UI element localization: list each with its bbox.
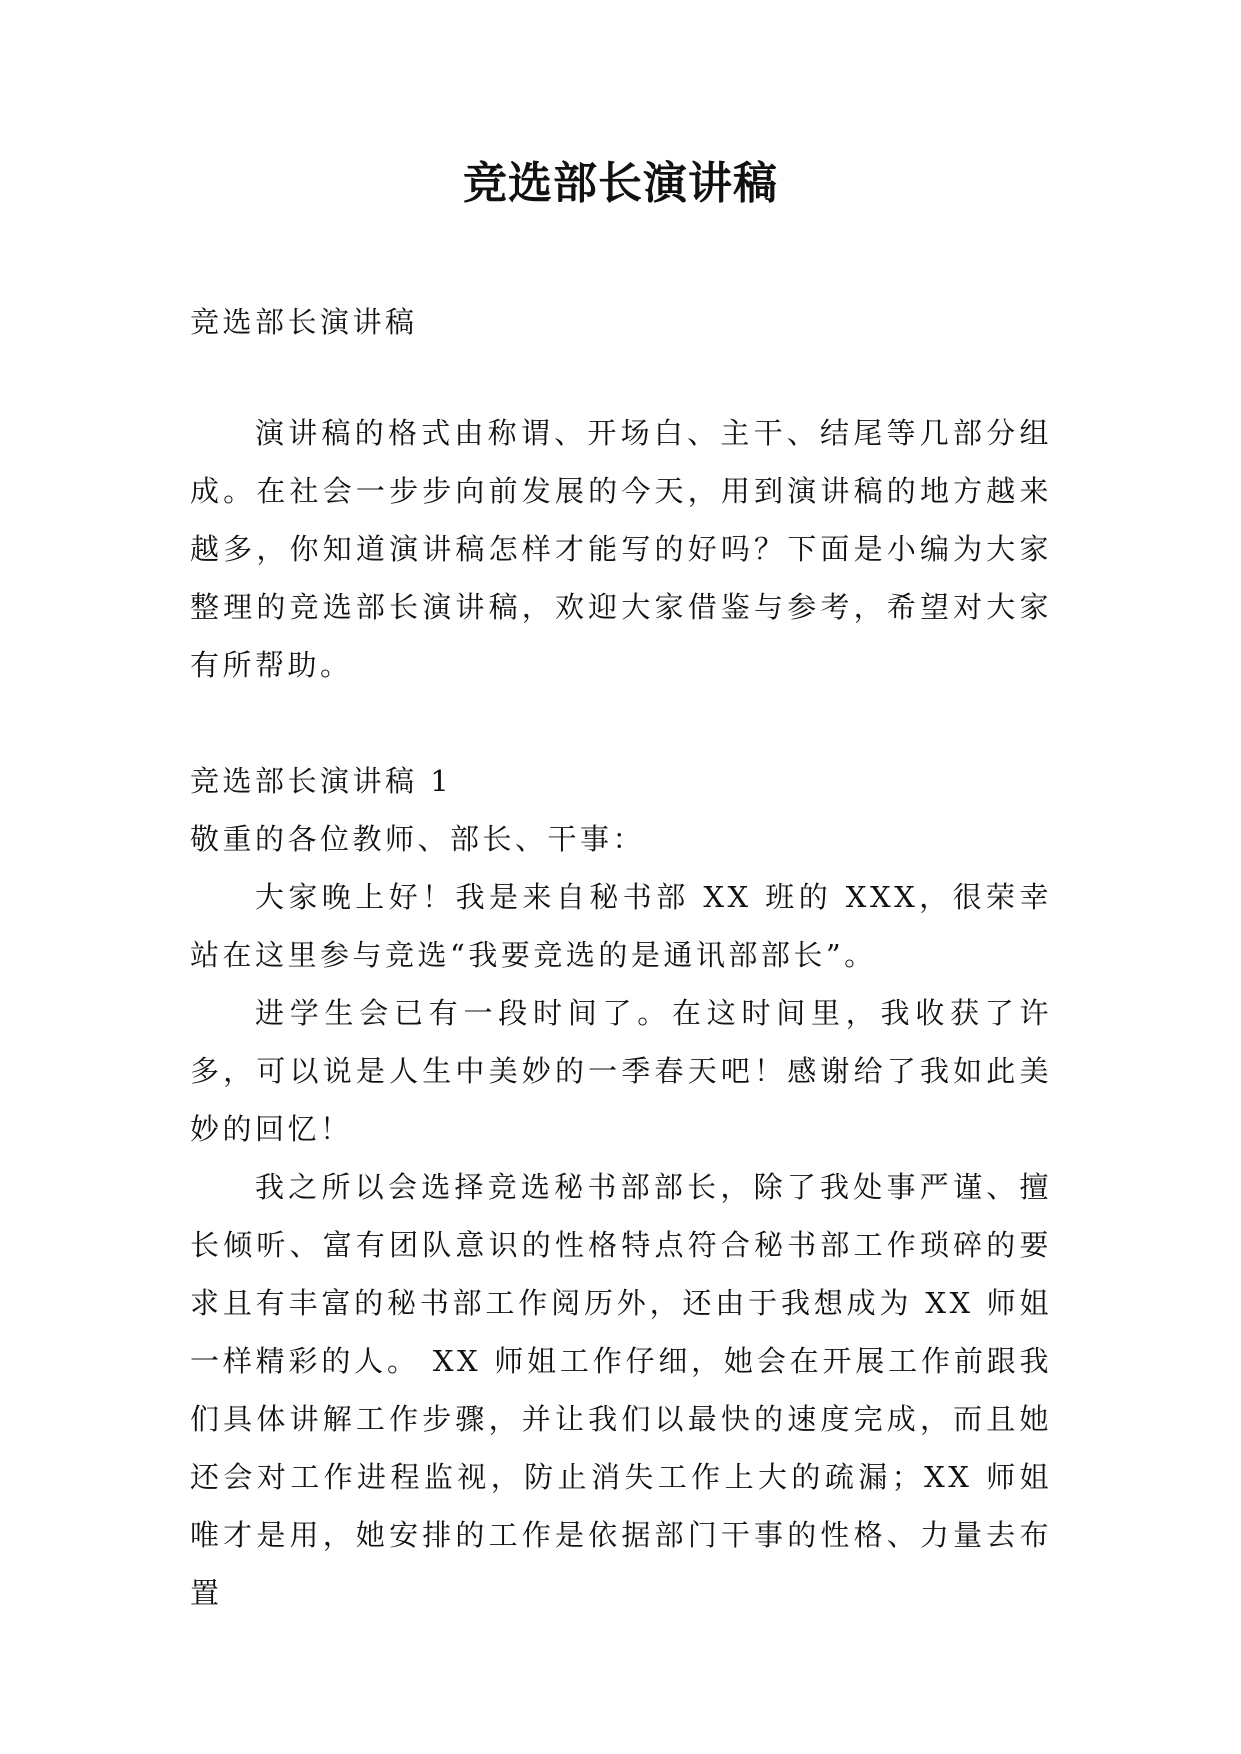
- document-title: 竞选部长演讲稿: [463, 158, 778, 209]
- body-paragraph: 我之所以会选择竞选秘书部部长，除了我处事严谨、擅长倾听、富有团队意识的性格特点符合秘书部工作琐碎的要求且有丰富的秘书部工作阅历外，还由于我想成为 XX 师姐一样精彩的人。 XX 师姐工作仔细，她会在开展工作前跟我们具体讲解工作步骤，并让我们以最快的速度完成，而且她还会对工作进程监视，防止消失工作上大的疏漏；XX 师姐唯才是用，她安排的工作是依据部门干事的性格、力量去布置: [190, 1170, 1052, 1610]
- salutation: 敬重的各位教师、部长、干事：: [190, 822, 646, 856]
- speech-section: [190, 752, 1052, 1622]
- body-paragraph: 大家晚上好！我是来自秘书部 XX 班的 XXX，很荣幸站在这里参与竞选“我要竞选的是通讯部部长”。: [190, 880, 1052, 972]
- intro-paragraph: 演讲稿的格式由称谓、开场白、主干、结尾等几部分组成。在社会一步步向前发展的今天，用到演讲稿的地方越来越多，你知道演讲稿怎样才能写的好吗？下面是小编为大家整理的竞选部长演讲稿，欢迎大家借鉴与参考，希望对大家有所帮助。: [190, 416, 1052, 682]
- document-subtitle: 竞选部长演讲稿: [190, 305, 418, 339]
- section-heading: 竞选部长演讲稿 1: [190, 764, 453, 798]
- body-paragraph: 进学生会已有一段时间了。在这时间里，我收获了许多，可以说是人生中美妙的一季春天吧！感谢给了我如此美妙的回忆！: [190, 996, 1052, 1146]
